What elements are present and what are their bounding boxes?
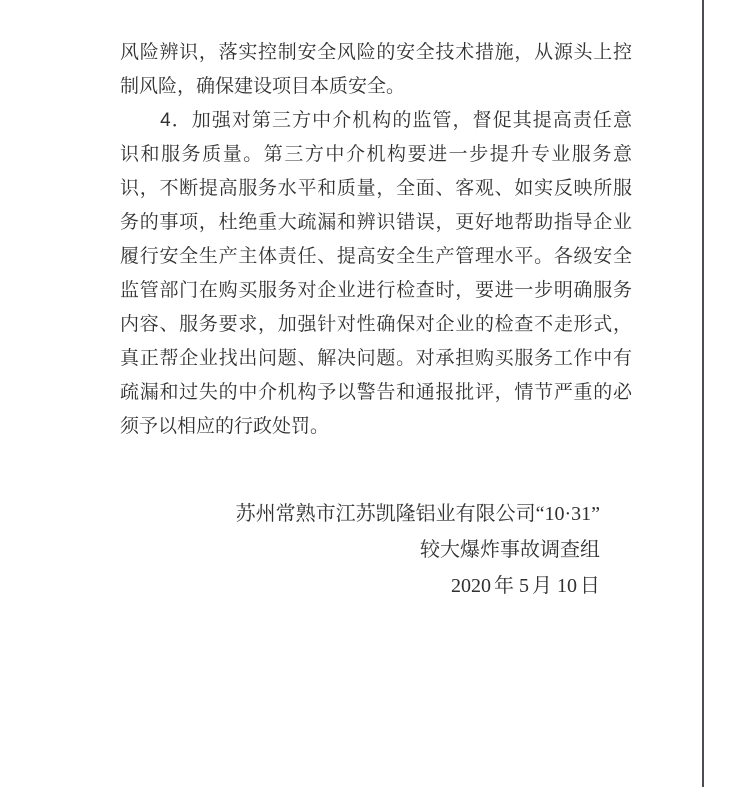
date-month: 5 [519,575,529,597]
signature-committee-line [120,532,600,568]
body-line: 履行安全生产主体责任、提高安全生产管理水平。各级安全 [120,246,632,267]
body-line: 4．加强对第三方中介机构的监管，督促其提高责任意 [120,110,632,131]
body-text [120,36,632,444]
body-line: 内容、服务要求，加强针对性确保对企业的检查不走形式， [120,314,632,335]
signature-block [120,496,600,604]
body-line: 风险辨识，落实控制安全风险的安全技术措施，从源头上控 [120,42,632,63]
body-line: 监管部门在购买服务对企业进行检查时，要进一步明确服务 [120,280,632,301]
date-month-unit: 月 [532,575,552,597]
date-day: 10 [557,575,577,597]
body-line: 制风险，确保建设项目本质安全。 [120,76,406,97]
body-line: 疏漏和过失的中介机构予以警告和通报批评，情节严重的必 [120,382,632,403]
date-year: 2020 [451,575,491,597]
body-line: 真正帮企业找出问题、解决问题。对承担购买服务工作中有 [120,348,632,369]
incident-code: “10·31” [535,503,600,525]
date-year-unit: 年 [494,575,514,597]
signature-org-name: 苏州常熟市江苏凯隆铝业有限公司 [235,503,536,525]
signature-committee: 较大爆炸事故调查组 [420,539,600,561]
body-line: 须予以相应的行政处罚。 [120,416,330,437]
signature-date-line [120,568,600,604]
body-line: 识和服务质量。第三方中介机构要进一步提升专业服务意 [120,144,632,165]
page-right-border-rule [702,0,704,787]
body-line: 识，不断提高服务水平和质量，全面、客观、如实反映所服 [120,178,632,199]
date-day-unit: 日 [580,575,600,597]
body-line: 务的事项，杜绝重大疏漏和辨识错误，更好地帮助指导企业 [120,212,632,233]
signature-org-line [120,496,600,532]
